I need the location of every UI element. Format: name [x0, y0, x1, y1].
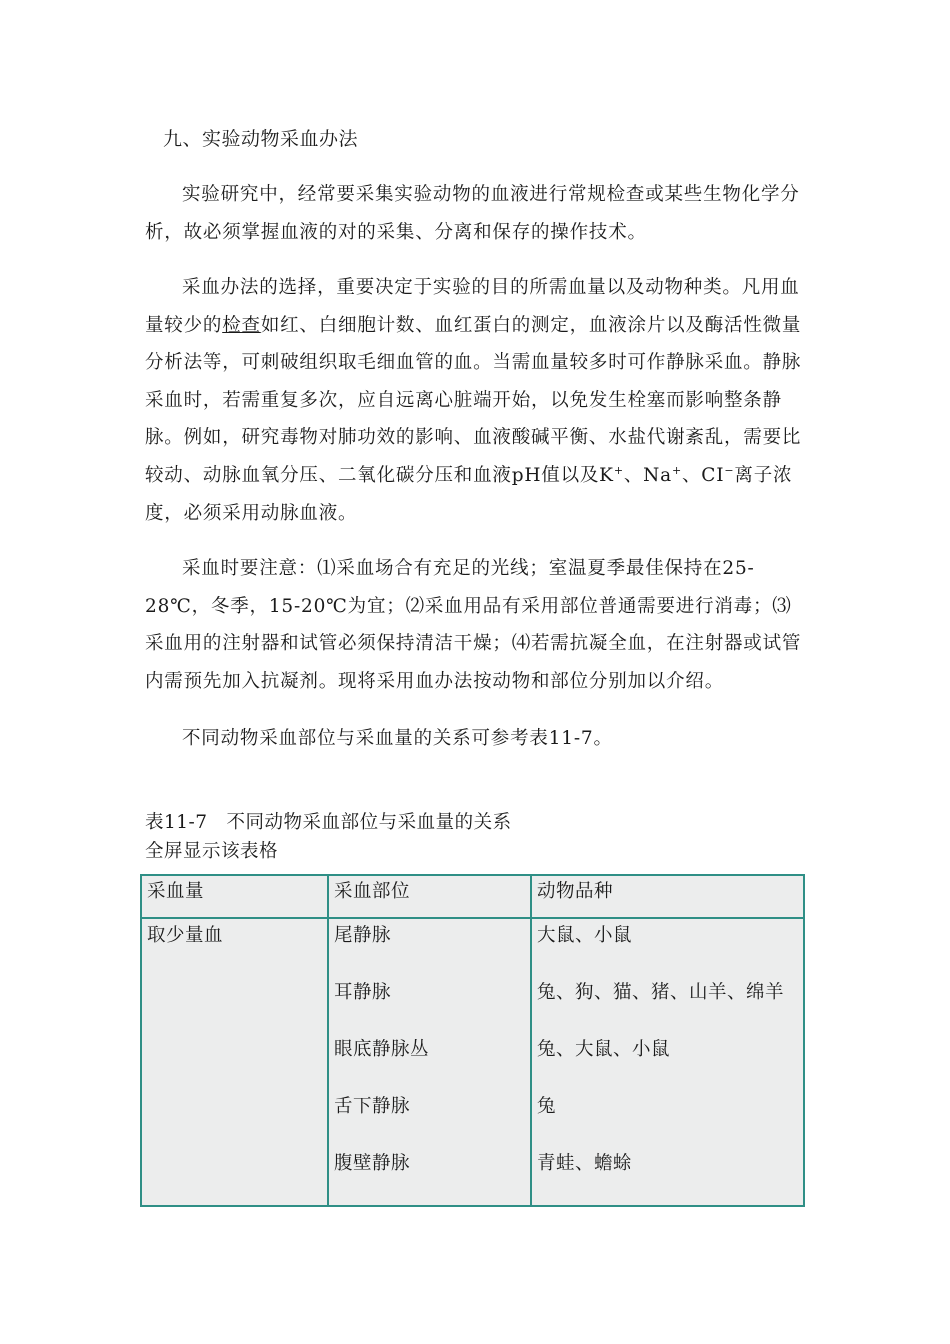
site-item: 舌下静脉 — [334, 1096, 411, 1117]
fullscreen-table-link[interactable]: 全屏显示该表格 — [145, 841, 279, 862]
method-text-cl: 、CI — [682, 464, 725, 486]
method-text-middle: 如红、白细胞计数、血红蛋白的测定，血液涂片以及酶活性微量分析法等，可刺破组织取毛细血管的血。当需血量较多时可作静脉采血。静脉采血时，若需重复多次，应自远离心脏端开始，以免发生栓塞而影响整条静脉。例如，研究毒物对肺功效的影响、血液酸碱平衡、水盐代谢紊乱，需要比较动、动脉血氧分压、二氧化碳分压和血液pH值以及K — [145, 314, 802, 486]
sites-cell — [328, 918, 531, 1206]
superscript-minus-cl: − — [724, 463, 735, 477]
group-cell-small-volume — [141, 918, 328, 1206]
paragraph-method-text — [145, 269, 807, 532]
method-text-end: 离子浓度，必须采用动脉血液。 — [145, 464, 793, 524]
animal-item: 青蛙、蟾蜍 — [537, 1153, 633, 1174]
group-label: 取少量血 — [147, 925, 224, 946]
animal-item: 兔、大鼠、小鼠 — [537, 1039, 671, 1060]
table-row — [141, 918, 804, 1206]
header-cell-volume: 采血量 — [141, 875, 328, 918]
site-item: 尾静脉 — [334, 925, 392, 946]
paragraph-method — [145, 269, 807, 532]
blood-sampling-table — [140, 874, 805, 1207]
method-text-na: 、Na — [623, 464, 672, 486]
header-cell-site: 采血部位 — [328, 875, 531, 918]
paragraph-intro-text: 实验研究中，经常要采集实验动物的血液进行常规检查或某些生物化学分析，故必须掌握血液的对的采集、分离和保存的操作技术。 — [145, 184, 800, 243]
header-cell-species: 动物品种 — [531, 875, 804, 918]
paragraph-intro — [145, 176, 807, 251]
animals-cell — [531, 918, 804, 1206]
site-item: 眼底静脉丛 — [334, 1039, 430, 1060]
table-caption: 表11-7 不同动物采血部位与采血量的关系 — [145, 812, 512, 833]
paragraph-precautions — [145, 550, 807, 700]
paragraph-precautions-text: 采血时要注意：⑴采血场合有充足的光线；室温夏季最佳保持在25-28℃，冬季，15-20℃为宜；⑵采血用品有采用部位普通需要进行消毒；⑶采血用的注射器和试管必须保持清洁干燥；⑷若需抗凝全血，在注射器或试管内需预先加入抗凝剂。现将采用血办法按动物和部位分别加以介绍。 — [145, 558, 802, 692]
inspection-link[interactable]: 检查 — [222, 314, 261, 336]
animal-item: 兔、狗、猫、猪、山羊、绵羊 — [537, 982, 785, 1003]
site-item: 腹壁静脉 — [334, 1153, 411, 1174]
section-heading: 九、实验动物采血办法 — [163, 128, 359, 150]
animal-item: 大鼠、小鼠 — [537, 925, 633, 946]
superscript-plus-na: + — [671, 463, 682, 477]
paragraph-reference — [145, 720, 807, 758]
paragraph-reference-text: 不同动物采血部位与采血量的关系可参考表11-7。 — [182, 728, 613, 749]
table-header-row — [141, 875, 804, 918]
site-item: 耳静脉 — [334, 982, 392, 1003]
method-text-start: 采血办法的选择，重要决定于实验的目的所需血量以及动物种类。凡用血量较少的 — [145, 277, 800, 336]
superscript-plus-k: + — [613, 463, 624, 477]
animal-item: 兔 — [537, 1096, 557, 1117]
